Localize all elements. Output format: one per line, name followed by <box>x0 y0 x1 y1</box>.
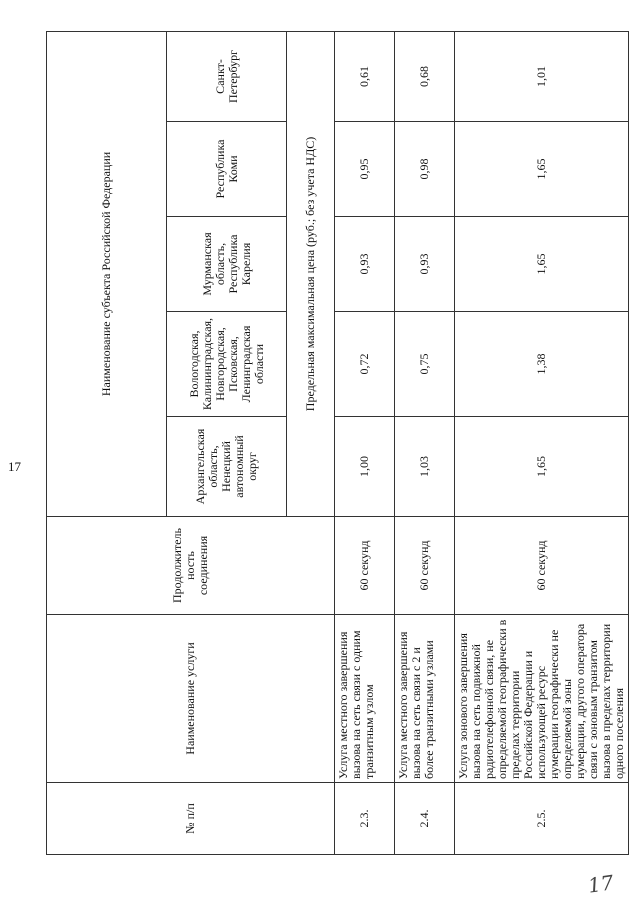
price-cell: 0,72 <box>335 312 395 417</box>
duration-cell: 60 секунд <box>395 517 455 615</box>
price-cell: 0,93 <box>395 217 455 312</box>
row-number: 2.5. <box>455 783 629 855</box>
price-cell: 0,75 <box>395 312 455 417</box>
header-region-3: Мурманская область, Республика Карелия <box>167 217 287 312</box>
price-cell: 1,03 <box>395 417 455 517</box>
row-number: 2.3. <box>335 783 395 855</box>
price-cell: 1,00 <box>335 417 395 517</box>
header-no: № п/п <box>47 783 335 855</box>
header-region-5: Санкт-Петербург <box>167 31 287 121</box>
table-row <box>335 31 395 854</box>
price-cell: 0,98 <box>395 122 455 217</box>
price-cell: 1,01 <box>455 31 629 121</box>
header-region-2: Вологодская, Калининградская, Новгородская, Псковская, Ленинградская области <box>167 312 287 417</box>
header-row-1 <box>47 31 167 854</box>
price-cell: 1,38 <box>455 312 629 417</box>
header-region-1: Архангельская область, Ненецкий автономный округ <box>167 417 287 517</box>
price-cell: 0,68 <box>395 31 455 121</box>
price-cell: 1,65 <box>455 417 629 517</box>
price-cell: 0,93 <box>335 217 395 312</box>
duration-cell: 60 секунд <box>455 517 629 615</box>
row-number: 2.4. <box>395 783 455 855</box>
service-name: Услуга местного завершения вызова на сеть связи с одним транзитным узлом <box>335 615 395 783</box>
header-service: Наименование услуги <box>47 615 335 783</box>
price-cell: 0,95 <box>335 122 395 217</box>
service-name: Услуга местного завершения вызова на сеть связи с 2 и более транзитными узлами <box>395 615 455 783</box>
table-row <box>395 31 455 854</box>
price-cell: 1,65 <box>455 217 629 312</box>
page-number: 17 <box>8 459 21 474</box>
header-price-caption: Предельная максимальная цена (руб.; без учета НДС) <box>287 31 335 516</box>
price-cell: 1,65 <box>455 122 629 217</box>
header-duration: Продолжитель ность соединения <box>47 517 335 615</box>
handwritten-page-mark: 17 <box>586 870 615 898</box>
price-cell: 0,61 <box>335 31 395 121</box>
header-region-4: Республика Коми <box>167 122 287 217</box>
table-row <box>455 31 629 854</box>
duration-cell: 60 секунд <box>335 517 395 615</box>
service-name: Услуга зонового завершения вызова на сеть подвижной радиотелефонной связи, не определяемой географически в пределах территории Российской Федерации и использующей ресурс нумерации географически не определяемой зоны нумерации, другого оператора связи с зоновым транзитом вызова в пределах территории одного поселения <box>455 615 629 783</box>
header-subject-group: Наименование субъекта Российской Федерации <box>47 31 167 516</box>
rotated-table-container <box>46 32 626 855</box>
tariff-table <box>46 31 629 855</box>
